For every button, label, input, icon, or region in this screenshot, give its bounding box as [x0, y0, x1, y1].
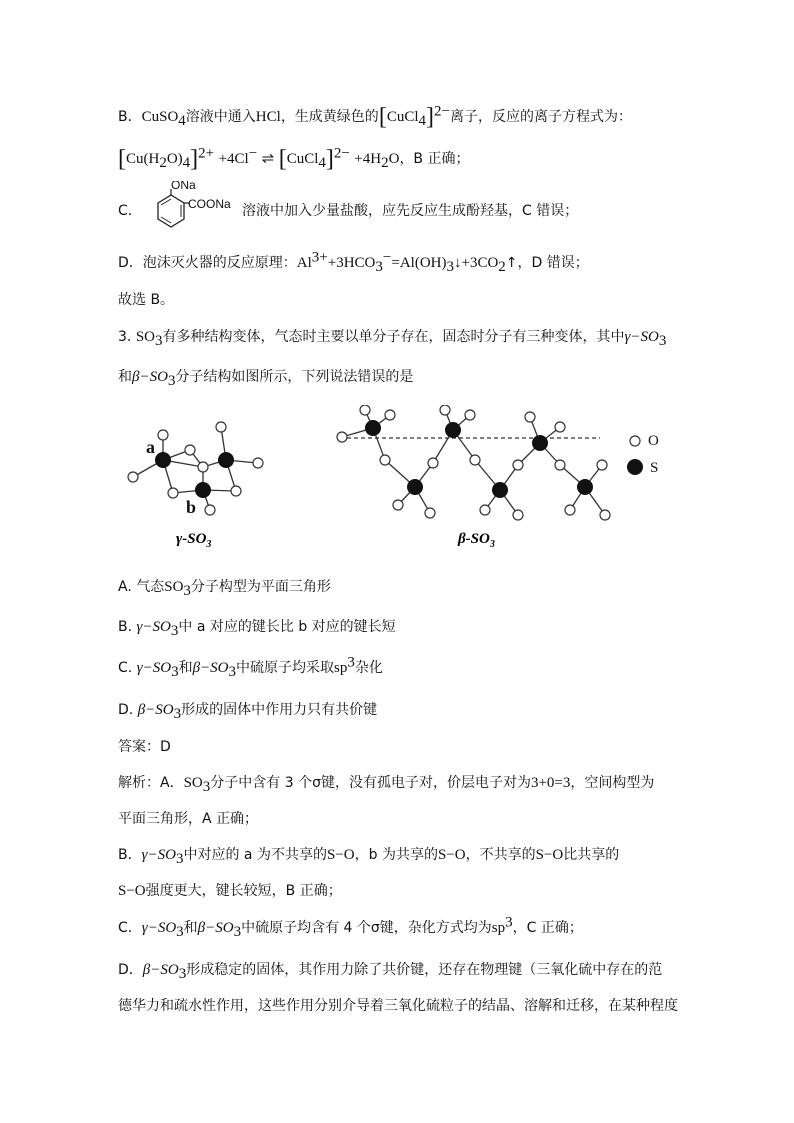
oxygen-atom: [158, 430, 168, 440]
sulfur-atom: [195, 482, 211, 498]
oxygen-atom: [513, 510, 523, 520]
analysis-a-line2: 平面三角形，A 正确；: [118, 811, 259, 827]
oxygen-atom: [393, 500, 403, 510]
oxygen-atom: [216, 422, 226, 432]
option-b-equation: $[Cu(H_2O)_4]^{2+} +4Cl^-$ ⇌ [CuCl$_4$]$^{2-}$ $+4H_2O$，B 正确；: [118, 145, 470, 172]
oxygen-atom: [525, 412, 535, 422]
oxygen-atom: [465, 410, 475, 420]
oxygen-atom: [185, 445, 195, 455]
coona-label: COONa: [188, 197, 231, 211]
oxygen-atom: [253, 458, 263, 468]
analysis-d-line1: D．$\beta-SO_3$形成稳定的固体，其作用力除了共价键，还存在物理键（三氧化硫中存在的范: [118, 962, 663, 982]
option-c-label: C．: [118, 203, 142, 219]
sulfur-atom: [407, 479, 423, 495]
answer: 答案：D: [118, 739, 171, 755]
oxygen-atom: [480, 505, 490, 515]
oxygen-atom: [360, 405, 370, 415]
oxygen-atom: [128, 472, 138, 482]
option-b-line: B．CuSO$_4$溶液中通入HCl，生成黄绿色的[CuCl$_4$]$^{2-}$离子，反应的离子方程式为：: [118, 103, 632, 130]
option-d-line: D．泡沫灭火器的反应原理：$Al^{3+}+3HCO_3^-=Al(OH)_3↓+3CO_2↑$，D 错误；: [118, 249, 589, 275]
option-c-text: 溶液中加入少量盐酸，应先反应生成酚羟基，C 错误；: [242, 203, 579, 219]
ona-label: ONa: [171, 181, 196, 192]
analysis-c-line: C．$\gamma-SO_3$和$\beta-SO_3$中硫原子均含有 4 个σ键，杂化方式均为$sp^3$，C 正确；: [118, 914, 583, 940]
beta-caption: $\beta-SO_3$: [458, 531, 495, 550]
sulfur-atom: [492, 482, 508, 498]
beta-so3-figure: [330, 405, 675, 550]
option-a: A. 气态$SO_3$分子构型为平面三角形: [118, 579, 331, 599]
oxygen-atom: [440, 405, 450, 415]
gamma-caption: $\gamma-SO_3$: [176, 531, 212, 550]
sulfur-atom: [445, 422, 461, 438]
sulfur-atom: [532, 435, 548, 451]
sodium-salicylate-structure: [138, 181, 238, 231]
oxygen-atom: [385, 410, 395, 420]
label-b: b: [186, 497, 197, 517]
oxygen-atom: [198, 462, 208, 472]
legend-sulfur-label: S: [650, 460, 659, 476]
analysis-a-line1: 解析：A．$SO_3$分子中含有 3 个σ键，没有孤电子对，价层电子对为3+0=3，空间构型为: [118, 775, 655, 795]
oxygen-atom: [565, 505, 575, 515]
option-c: C. $\gamma-SO_3$和$\beta-SO_3$中硫原子均采取$sp^3$杂化: [118, 654, 383, 680]
analysis-d-line2: 德华力和疏水性作用，这些作用分别介导着三氧化硫粒子的结晶、溶解和迁移，在某种程度: [118, 998, 678, 1014]
oxygen-atom: [470, 455, 480, 465]
oxygen-atom: [231, 486, 241, 496]
gamma-so3-figure: [118, 405, 288, 550]
option-d: D. $\beta-SO_3$形成的固体中作用力只有共价键: [118, 702, 378, 722]
conclusion: 故选 B。: [118, 292, 175, 308]
oxygen-atom: [600, 510, 610, 520]
label-a: a: [146, 437, 155, 457]
sulfur-atom: [577, 479, 593, 495]
analysis-b-line1: B．$\gamma-SO_3$中对应的 a 为不共享的S−O，b 为共享的S−O，不共享的S−O比共享的: [118, 847, 620, 867]
option-b: B. $\gamma-SO_3$中 a 对应的键长比 b 对应的键长短: [118, 619, 396, 639]
oxygen-atom: [425, 508, 435, 518]
legend-sulfur-icon: [627, 459, 643, 475]
oxygen-atom: [597, 460, 607, 470]
analysis-b-line2: S−O强度更大，键长较短，B 正确；: [118, 883, 342, 899]
sulfur-atom: [365, 420, 381, 436]
oxygen-atom: [513, 460, 523, 470]
oxygen-atom: [380, 455, 390, 465]
equilibrium-arrows: ⇌: [261, 151, 275, 167]
oxygen-atom: [555, 460, 565, 470]
sulfur-atom: [218, 452, 234, 468]
oxygen-atom: [428, 458, 438, 468]
oxygen-atom: [555, 422, 565, 432]
legend-oxygen-icon: [630, 436, 640, 446]
oxygen-atom: [168, 488, 178, 498]
question-3-line2: 和$\beta-SO_3$分子结构如图所示，下列说法错误的是: [118, 369, 414, 389]
benzene-ring: [158, 195, 184, 227]
oxygen-atom: [337, 432, 347, 442]
oxygen-atom: [205, 505, 215, 515]
legend-oxygen-label: O: [648, 433, 659, 449]
sulfur-atom: [155, 452, 171, 468]
question-3-line1: 3. $SO_3$有多种结构变体，气态时主要以单分子存在，固态时分子有三种变体，其中$\gamma-SO_3$: [118, 329, 667, 349]
